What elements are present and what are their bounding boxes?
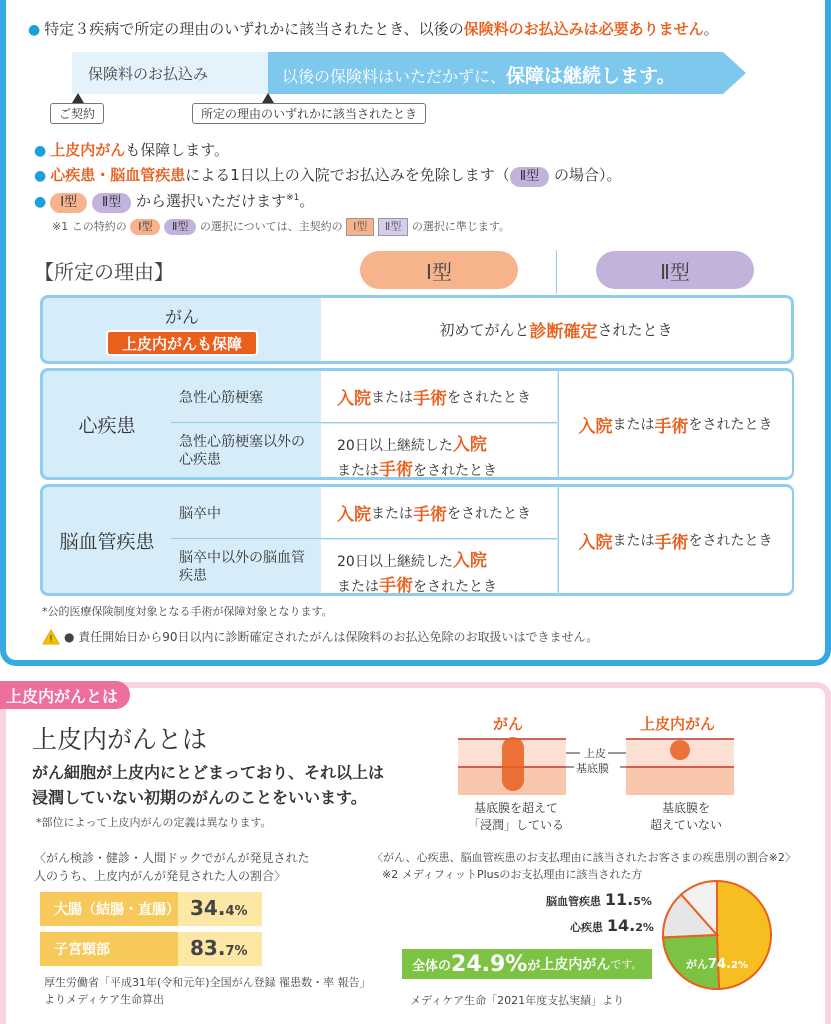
pie-label-brain: 脳血管疾患 11.5% [546,890,652,909]
label-reason: 所定の理由のいずれかに該当されたとき [192,103,426,124]
diagram-label-in-situ: 上皮内がん [640,715,716,733]
brain-sub-stroke: 脳卒中 [171,487,321,539]
pie-source: メディケア生命「2021年度支払実績」より [410,994,625,1007]
heart-label: 心疾患 [78,414,136,437]
brain-type2: 入院 または 手術 をされたとき [558,487,792,593]
section-title: 【所定の理由】 [34,260,174,284]
stat-cervix: 子宮頸部 83.7% [40,932,262,966]
cancer-condition: 初めてがんと 診断確定 されたとき [321,298,791,361]
continue-text: 以後の保険料はいただかずに、保障は継続します。 [282,65,676,87]
type-note: ※1 この特約の Ⅰ型 Ⅱ型 の選択については、主契約の Ⅰ型 Ⅱ型 の選択に準じます。 [52,218,510,236]
in-situ-title: 上皮内がんとは [32,725,208,754]
disease-pie-chart [660,878,774,992]
caption-invasive: 基底膜を超えて 「浸潤」している [467,801,564,832]
premium-bar: 保険料のお払込み [72,52,272,94]
svg-text:!: ! [48,633,54,645]
brain-sub-other: 脳卒中以外の脳血管疾患 [179,549,305,584]
invasive-cancer-mark [502,737,524,791]
label-epithelium: 上皮 [584,747,606,760]
warning-note: ! ● 責任開始日から90日以内に診断確定されたがんは保険料のお払込免除のお取扱いはできません。 [42,628,598,645]
caption-in-situ: 基底膜を 超えていない [649,801,722,832]
diagram-label-cancer: がん [493,715,524,733]
surgery-footnote: *公的医療保険制度対象となる手術が保障対象となります。 [42,605,333,618]
brain-label: 脳血管疾患 [59,530,155,553]
label-basement: 基底膜 [576,762,609,775]
stat-heading: 〈がん検診・健診・人間ドックでがんが発見された 人のうち、上皮内がんが発見された人の割合〉 [34,851,310,883]
brain-type1-stroke: 入院 または 手術 をされたとき [321,487,557,539]
heart-sub-other: 急性心筋梗塞以外の心疾患 [179,433,305,468]
cancer-label: がん [165,308,199,328]
type2-pill: Ⅱ型 [510,167,549,187]
brain-type1-other: 20日以上継続した入院 または手術をされたとき [321,540,557,593]
heart-sub-ami: 急性心筋梗塞 [171,371,321,423]
heart-type1-ami: 入院 または 手術 をされたとき [321,371,557,423]
pie-label-heart: 心疾患 14.2% [570,916,654,935]
definition-note: *部位によって上皮内がんの定義は異なります。 [36,816,272,829]
in-situ-cancer-mark [670,740,690,760]
in-situ-share-banner: 全体の 24.9% が 上皮内がん です。 [402,949,652,979]
stat-colorectal: 大腸（結腸・直腸） 34.4% [40,892,262,926]
type2-header: Ⅱ型 [596,251,754,289]
brain-row [40,484,794,596]
heart-row [40,368,794,480]
pie-label-cancer: がん74.2% [686,957,749,972]
cancer-label-cell [43,298,321,361]
intro-line: ● 特定３疾病で所定の理由のいずれかに該当されたとき、以後の保険料のお払込みは必要ありません。 [28,20,719,38]
heart-type2: 入院 または 手術 をされたとき [558,371,792,477]
cancer-row [40,295,794,364]
type2-pill: Ⅱ型 [92,193,131,213]
header-divider [556,250,557,294]
in-situ-badge: 上皮内がんも保障 [106,330,258,356]
section-tab: 上皮内がんとは [0,681,130,709]
pie-heading: 〈がん、心疾患、脳血管疾患のお支払理由に該当されたお客さまの疾患別の割合※2〉 ※2 メディフィットPlusのお支払理由に該当された方 [372,851,796,881]
bullet-heart-brain: ● 心疾患・脳血管疾患による1日以上の入院でお払込みを免除します（ Ⅱ型 の場合）。 [34,164,621,187]
warning-icon [42,629,60,645]
bullet-in-situ: ● 上皮内がんも保障します。 [34,141,230,159]
type1-pill: Ⅰ型 [50,193,87,213]
type1-header: Ⅰ型 [360,251,518,289]
label-contract: ご契約 [50,103,104,124]
stat-source: 厚生労働省「平成31年(令和元年)全国がん登録 罹患数・率 報告」 よりメディケア生命算出 [44,976,371,1006]
bullet-type-select: ● Ⅰ型 Ⅱ型 から選択いただけます$^{※1}$。 [34,190,314,213]
heart-type1-other: 20日以上継続した入院 または手術をされたとき [321,424,557,477]
in-situ-description: がん細胞が上皮内にとどまっており、それ以上は 浸潤していない初期のがんのことをいいます。 [32,763,385,807]
